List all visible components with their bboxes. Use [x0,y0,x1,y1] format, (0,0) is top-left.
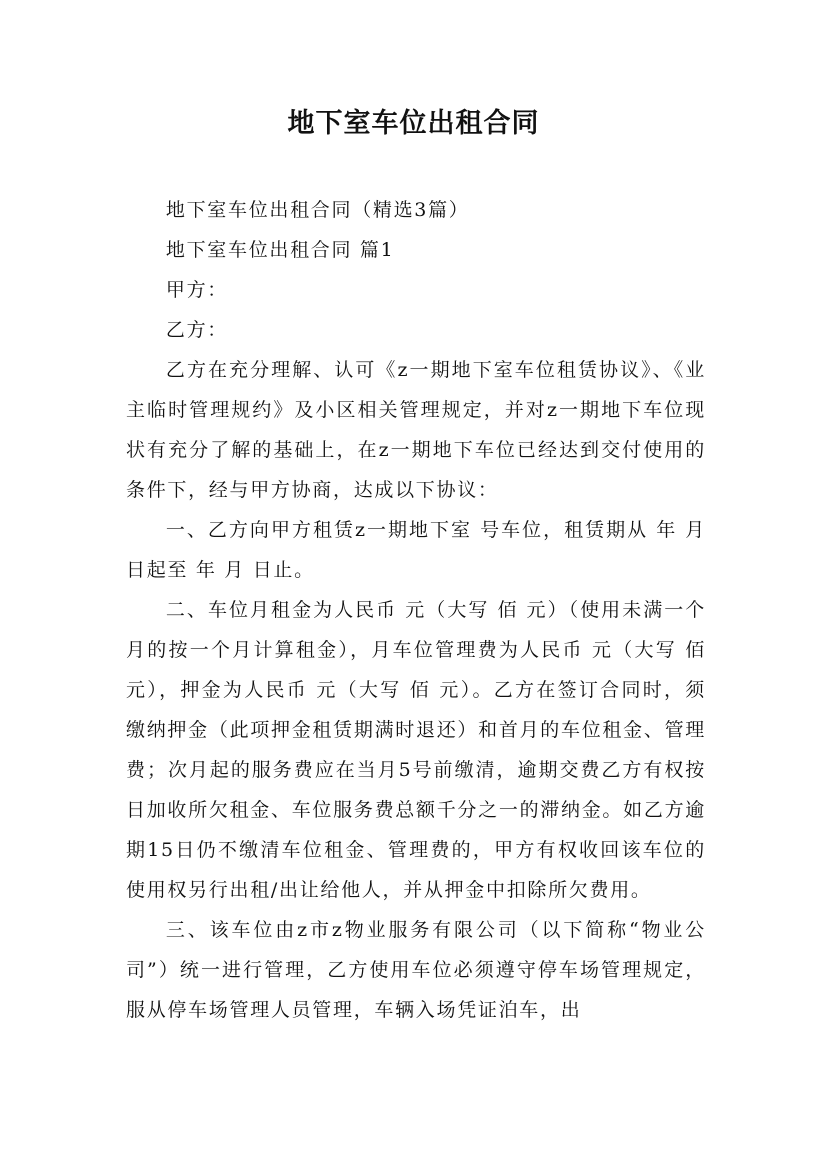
paragraph-clause-2: 二、车位月租金为人民币 元（大写 佰 元）（使用未满一个月的按一个月计算租金），月车位管理费为人民币 元（大写 佰 元），押金为人民币 元（大写 佰 元）。乙方在签订合同时，须缴纳押金（此项押金租赁期满时退还）和首月的车位租金、管理费；次月起的服务费应在当月5号前缴清，逾期交费乙方有权按日加收所欠租金、车位服务费总额千分之一的滞纳金。如乙方逾期15日仍不缴清车位租金、管理费的，甲方有权收回该车位的使用权另行出租/出让给他人，并从押金中扣除所欠费用。 [126,599,706,901]
paragraph-subtitle: 地下室车位出租合同（精选3篇） [165,199,470,221]
paragraph-clause-1: 一、乙方向甲方租赁z一期地下室 号车位，租赁期从 年 月 日起至 年 月 日止。 [126,519,706,581]
paragraph-clause-3: 三、该车位由z市z物业服务有限公司（以下简称“物业公司”）统一进行管理，乙方使用车位必须遵守停车场管理规定，服从停车场管理人员管理，车辆入场凭证泊车，出 [126,919,706,1021]
paragraph-party-a: 甲方： [165,279,228,301]
document-body [126,190,706,1030]
paragraph-section-heading: 地下室车位出租合同 篇1 [165,239,395,261]
document-title: 地下室车位出租合同 [287,108,540,139]
paragraph-party-b: 乙方： [165,319,228,341]
paragraph-preamble: 乙方在充分理解、认可《z一期地下室车位租赁协议》、《业主临时管理规约》及小区相关管理规定，并对z一期地下车位现状有充分了解的基础上，在z一期地下车位已经达到交付使用的条件下，经与甲方协商，达成以下协议： [126,359,706,501]
